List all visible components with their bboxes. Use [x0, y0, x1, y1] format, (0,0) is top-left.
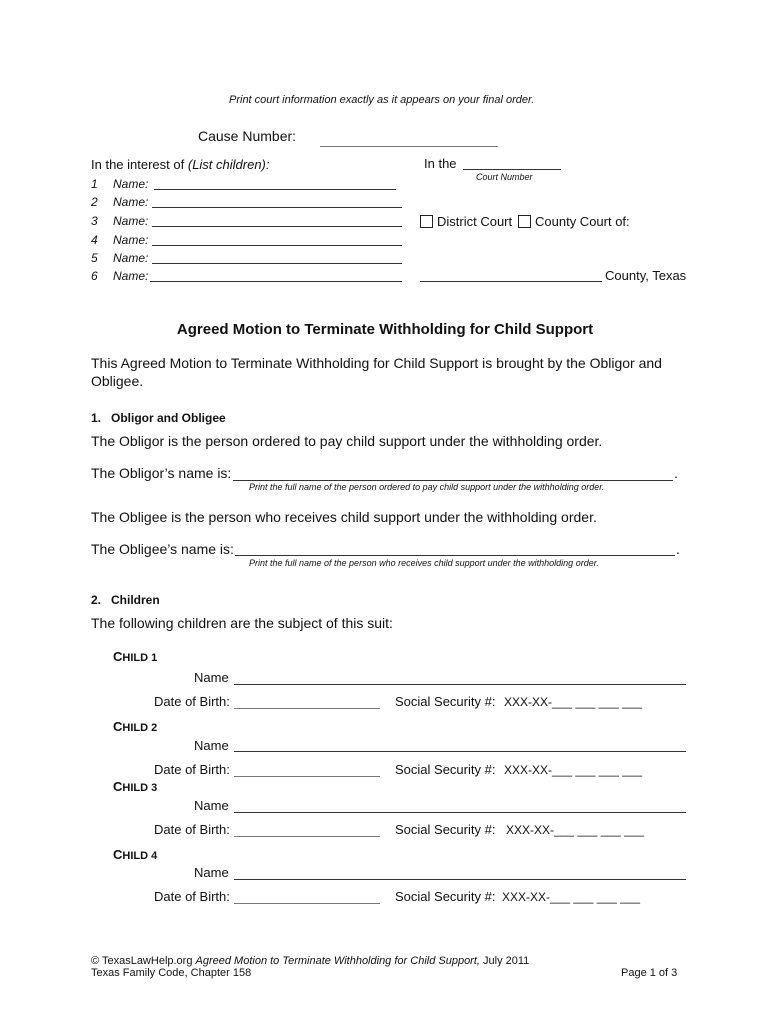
page-title: Agreed Motion to Terminate Withholding for Child Support	[176, 321, 594, 338]
obligor-name-field[interactable]	[233, 480, 673, 481]
child-1-name-label: Name	[194, 670, 229, 685]
child-3-heading: CHILD 3	[113, 779, 158, 794]
obligee-description: The Obligee is the person who receives child support under the withholding order.	[91, 509, 597, 525]
child-3-ssn-label: Social Security #:	[395, 822, 496, 837]
child-2-dob-field[interactable]	[234, 776, 380, 777]
district-court-checkbox[interactable]	[420, 215, 433, 228]
footer-line-1	[91, 955, 529, 967]
child-4-name-field[interactable]	[234, 879, 686, 880]
child-3-dob-field[interactable]	[234, 836, 380, 837]
name-field-4[interactable]	[152, 245, 402, 246]
name-row-num: 2	[91, 195, 98, 209]
obligor-period: .	[674, 465, 678, 481]
child-1-name-field[interactable]	[234, 684, 686, 685]
child-3-name-field[interactable]	[234, 812, 686, 813]
footer-date: July 2011	[483, 955, 530, 967]
child-1-ssn-label: Social Security #:	[395, 694, 496, 709]
name-row-num: 3	[91, 214, 98, 228]
name-field-5[interactable]	[152, 263, 402, 264]
child-2-name-label: Name	[194, 738, 229, 753]
name-row-num: 6	[91, 269, 98, 283]
page-number: Page 1 of 3	[621, 967, 678, 979]
header-note: Print court information exactly as it appears on your final order.	[229, 94, 535, 106]
name-row-num: 1	[91, 177, 98, 191]
obligee-name-label: The Obligee’s name is:	[91, 541, 234, 557]
children-subject-text: The following children are the subject of this suit:	[91, 615, 393, 631]
court-number-field[interactable]	[463, 169, 561, 170]
interest-label	[91, 157, 270, 172]
name-row-label: Name:	[113, 177, 149, 191]
obligor-name-label: The Obligor’s name is:	[91, 465, 232, 481]
footer-form-title: Agreed Motion to Terminate Withholding for Child Support,	[195, 955, 480, 967]
footer-line-2: Texas Family Code, Chapter 158	[91, 967, 252, 979]
name-field-2[interactable]	[152, 207, 402, 208]
name-row-label: Name:	[113, 233, 149, 247]
county-field[interactable]	[420, 281, 602, 282]
county-court-label: County Court of:	[535, 214, 630, 229]
name-field-3[interactable]	[152, 226, 402, 227]
child-2-ssn-label: Social Security #:	[395, 762, 496, 777]
name-field-1[interactable]	[154, 189, 396, 190]
child-3-dob-label: Date of Birth:	[154, 822, 230, 837]
child-2-name-field[interactable]	[234, 751, 686, 752]
intro-line-1: This Agreed Motion to Terminate Withholding for Child Support is brought by the Obligor and	[91, 355, 662, 371]
child-1-dob-label: Date of Birth:	[154, 694, 230, 709]
court-number-caption: Court Number	[476, 172, 533, 182]
obligor-caption: Print the full name of the person ordered to pay child support under the withholding order.	[249, 482, 605, 492]
district-court-label: District Court	[437, 214, 513, 229]
obligee-name-field[interactable]	[235, 555, 675, 556]
name-row-label: Name:	[113, 251, 149, 265]
name-row-num: 4	[91, 233, 98, 247]
section-2-heading: 2. Children	[91, 593, 160, 607]
child-4-dob-label: Date of Birth:	[154, 889, 230, 904]
cause-number-label: Cause Number:	[198, 128, 297, 144]
child-2-ssn-field[interactable]: XXX-XX-___ ___ ___ ___	[504, 763, 643, 777]
interest-label-text: In the interest of	[91, 157, 185, 172]
section-1-heading: 1. Obligor and Obligee	[91, 411, 226, 425]
name-row-label: Name:	[113, 195, 149, 209]
child-1-heading: CHILD 1	[113, 649, 158, 664]
child-4-dob-field[interactable]	[234, 903, 380, 904]
name-field-6[interactable]	[150, 281, 402, 282]
footer-copyright: © TexasLawHelp.org	[91, 955, 193, 967]
interest-label-paren: (List children):	[187, 157, 270, 172]
county-court-checkbox[interactable]	[518, 215, 531, 228]
child-4-name-label: Name	[194, 865, 229, 880]
name-row-label: Name:	[113, 269, 149, 283]
in-the-label: In the	[424, 156, 457, 171]
intro-line-2: Obligee.	[91, 373, 144, 389]
child-4-ssn-label: Social Security #:	[395, 889, 496, 904]
obligee-caption: Print the full name of the person who receives child support under the withholding order.	[249, 558, 599, 568]
child-3-name-label: Name	[194, 798, 229, 813]
name-row-label: Name:	[113, 214, 149, 228]
obligee-period: .	[676, 541, 680, 557]
child-2-heading: CHILD 2	[113, 719, 158, 734]
child-2-dob-label: Date of Birth:	[154, 762, 230, 777]
child-4-ssn-field[interactable]: XXX-XX-___ ___ ___ ___	[502, 890, 641, 904]
name-row-num: 5	[91, 251, 98, 265]
obligor-description: The Obligor is the person ordered to pay child support under the withholding order.	[91, 433, 603, 449]
child-4-heading: CHILD 4	[113, 847, 158, 862]
child-3-ssn-field[interactable]: XXX-XX-___ ___ ___ ___	[506, 823, 645, 837]
county-texas-label: County, Texas	[605, 268, 687, 283]
cause-number-field[interactable]	[320, 146, 498, 147]
child-1-dob-field[interactable]	[234, 708, 380, 709]
child-1-ssn-field[interactable]: XXX-XX-___ ___ ___ ___	[504, 695, 643, 709]
